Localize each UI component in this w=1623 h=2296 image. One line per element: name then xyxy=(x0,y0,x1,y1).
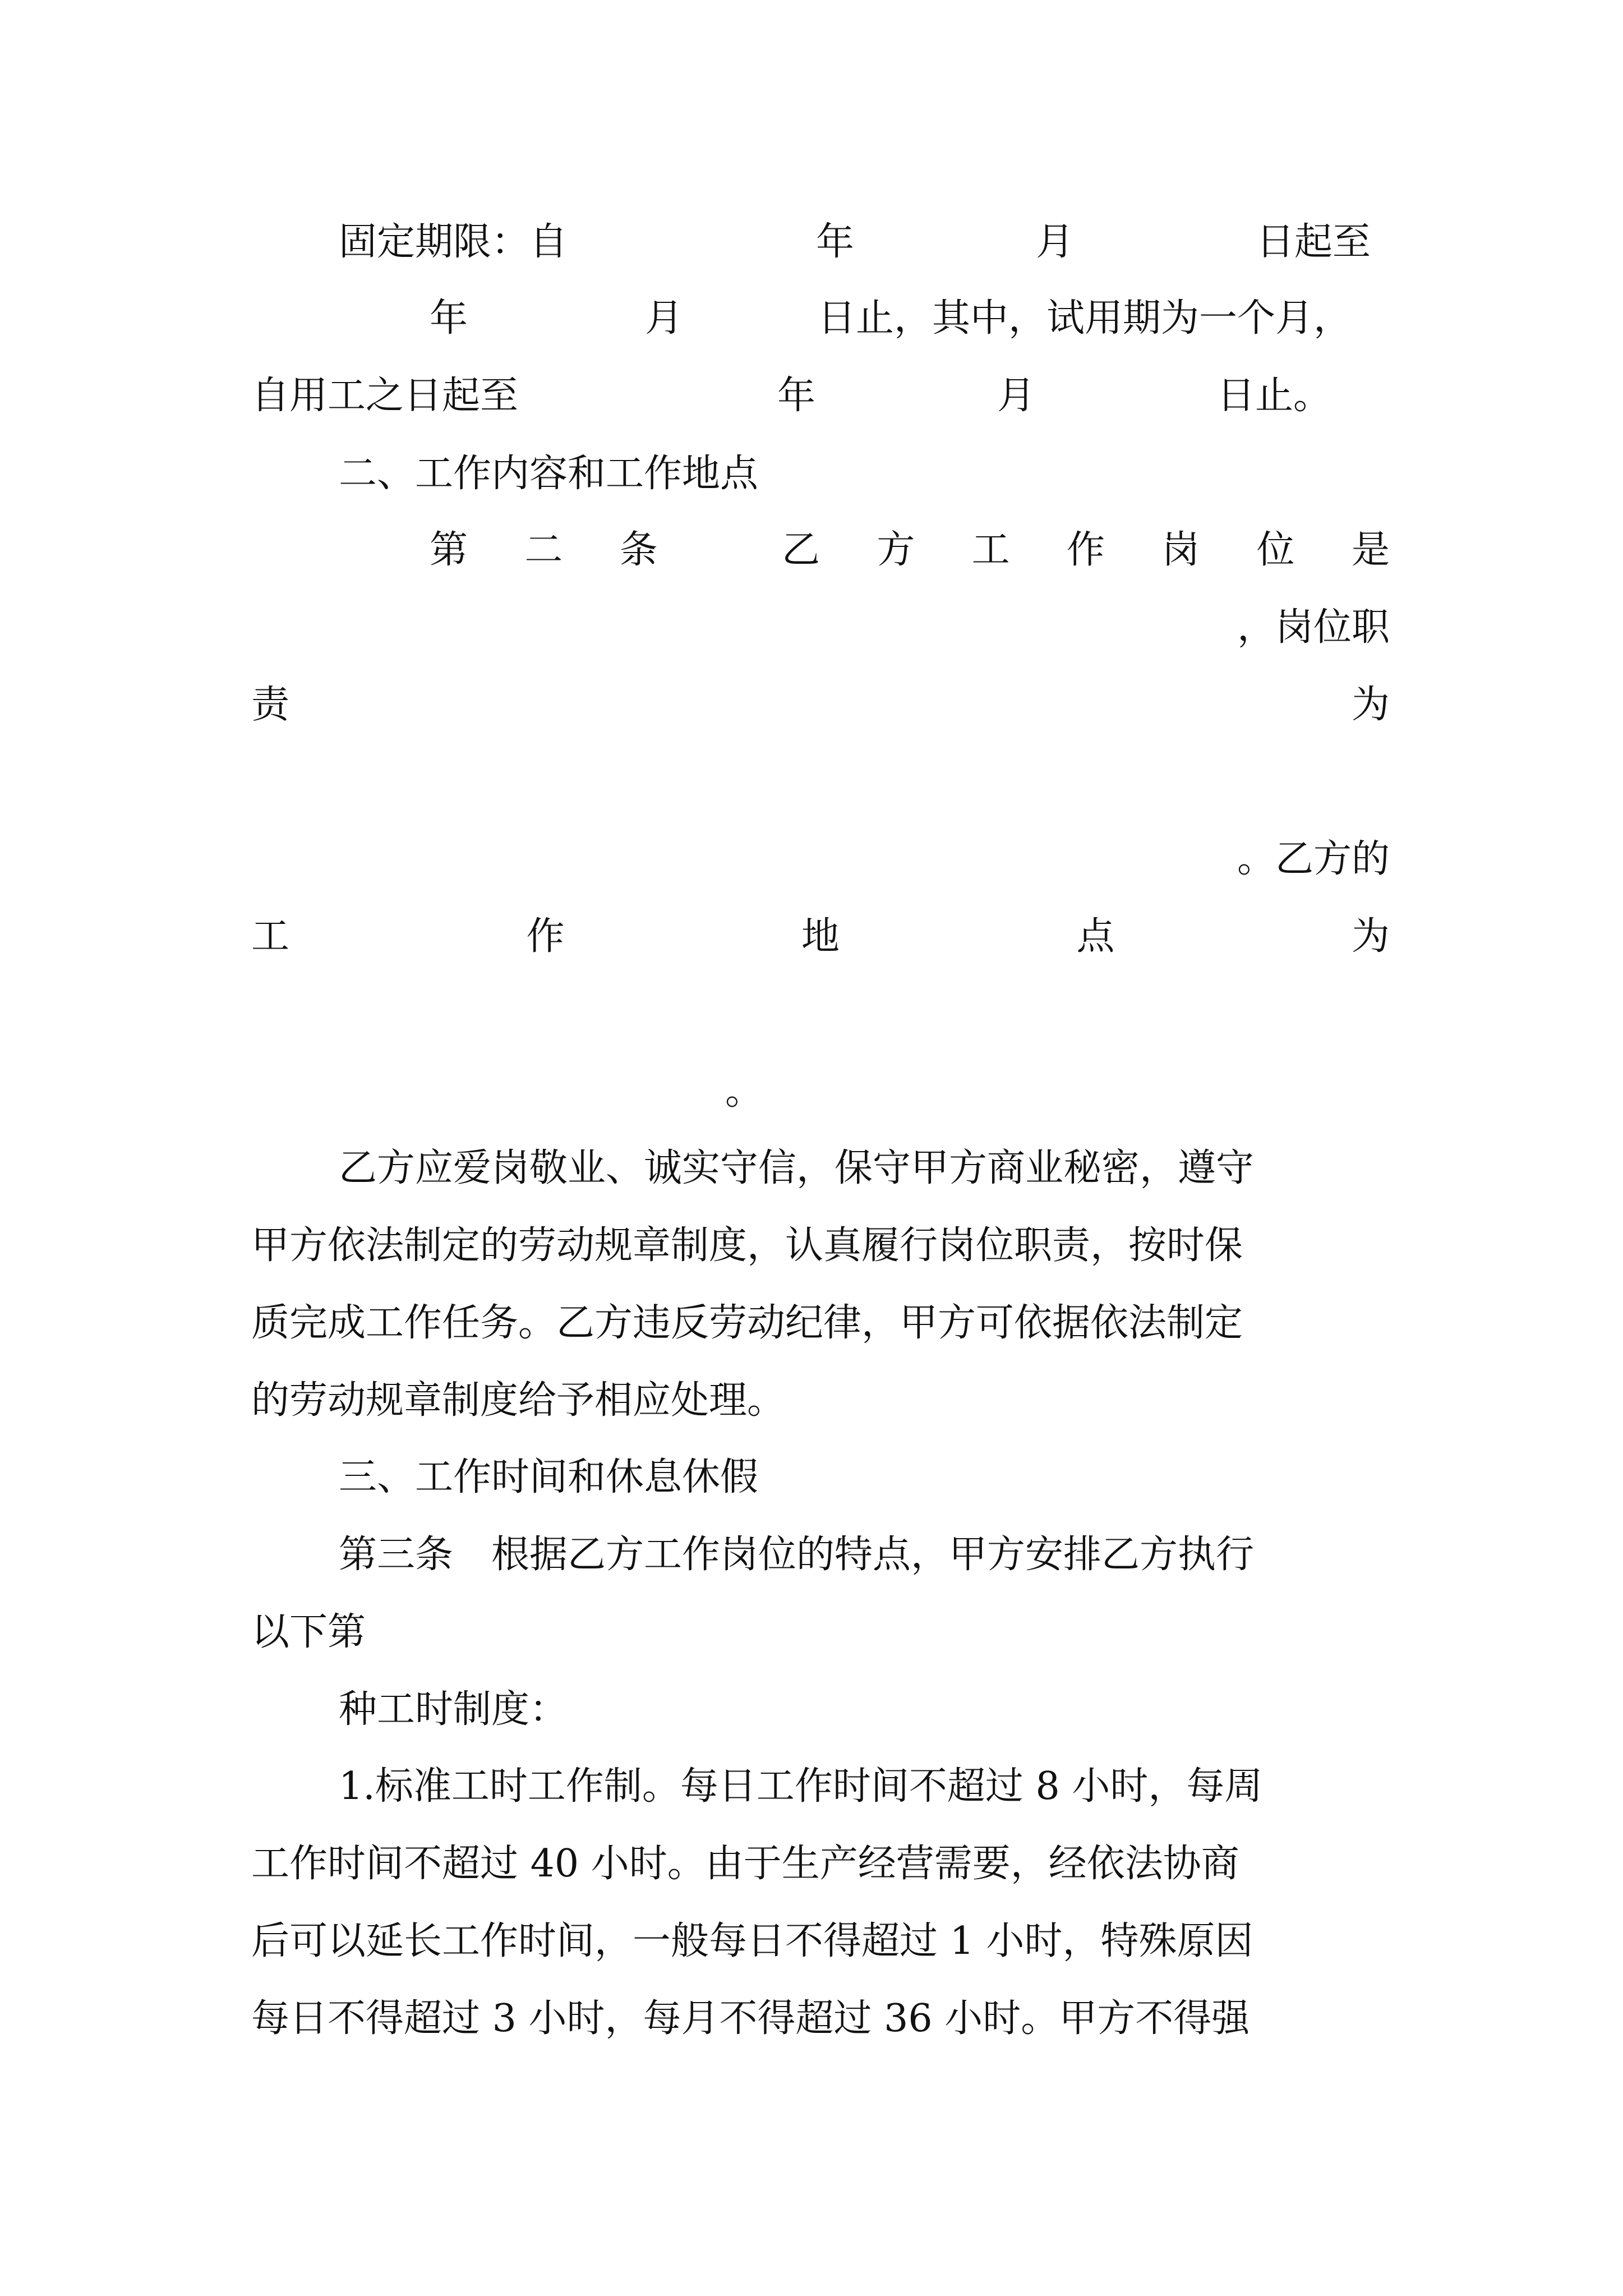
place-char: 作 xyxy=(526,914,565,959)
place-line xyxy=(251,909,1390,965)
term-year-3: 年 xyxy=(777,374,816,418)
section-3-heading: 三、工作时间和休息休假 xyxy=(339,1455,759,1499)
term-trial-from: 自用工之日起至 xyxy=(251,374,519,418)
article-3-line-1: 第三条 根据乙方工作岗位的特点，甲方安排乙方执行 xyxy=(339,1533,1255,1577)
place-char: 地 xyxy=(801,914,840,959)
standard-hours-line-4: 每日不得超过 3 小时，每月不得超过 36 小时。甲方不得强 xyxy=(251,1996,1250,2041)
article-3-line-2: 以下第 xyxy=(251,1610,366,1654)
duty-char: 责 xyxy=(251,683,290,727)
place-end-mark: 。 xyxy=(725,1069,764,1114)
art2-char: 第 xyxy=(430,528,468,572)
place-char: 为 xyxy=(1351,914,1390,959)
term-year-1: 年 xyxy=(816,220,855,264)
term-line-1 xyxy=(339,214,1390,270)
place-end-line xyxy=(251,1064,1390,1120)
term-day-until: 日止。 xyxy=(1217,374,1332,418)
section-2-heading: 二、工作内容和工作地点 xyxy=(339,452,759,496)
art2-char: 岗 xyxy=(1161,528,1200,572)
art2-char: 工 xyxy=(971,528,1010,572)
obligation-line-2: 甲方依法制定的劳动规章制度，认真履行岗位职责，按时保 xyxy=(251,1223,1243,1268)
art2-char: 条 xyxy=(619,528,658,572)
term-label: 固定期限：自 xyxy=(339,220,568,264)
place-char: 工 xyxy=(251,914,290,959)
place-prefix-line xyxy=(251,831,1390,887)
place-prefix: 。乙方的 xyxy=(1237,837,1390,881)
art2-char: 作 xyxy=(1066,528,1105,572)
standard-hours-line-1: 1.标准工时工作制。每日工作时间不超过 8 小时，每周 xyxy=(339,1764,1263,1809)
standard-hours-line-2: 工作时间不超过 40 小时。由于生产经营需要，经依法协商 xyxy=(251,1842,1239,1886)
term-month-3: 月 xyxy=(997,374,1036,418)
term-year-2: 年 xyxy=(430,296,468,341)
duty-suffix-line xyxy=(251,600,1390,656)
art2-char: 位 xyxy=(1256,528,1295,572)
article-3-line-3: 种工时制度： xyxy=(339,1687,568,1732)
duty-line xyxy=(251,677,1390,733)
art2-char: 二 xyxy=(524,528,563,572)
obligation-line-1: 乙方应爱岗敬业、诚实守信，保守甲方商业秘密，遵守 xyxy=(339,1146,1255,1190)
standard-hours-line-3: 后可以延长工作时间，一般每日不得超过 1 小时，特殊原因 xyxy=(251,1919,1253,1963)
term-day-until-trial: 日止，其中，试用期为一个月， xyxy=(818,296,1352,341)
art2-char: 方 xyxy=(877,528,915,572)
duty-wei: 为 xyxy=(1351,683,1390,727)
obligation-line-4: 的劳动规章制度给予相应处理。 xyxy=(251,1378,786,1423)
term-month-1: 月 xyxy=(1036,220,1075,264)
term-line-2 xyxy=(251,291,1390,347)
term-month-2: 月 xyxy=(645,296,684,341)
place-char: 点 xyxy=(1076,914,1115,959)
article-2-line xyxy=(430,522,1390,578)
art2-char: 乙 xyxy=(781,528,820,572)
duty-suffix: ，岗位职 xyxy=(1237,605,1390,650)
art2-char: 是 xyxy=(1351,528,1390,572)
term-line-3 xyxy=(251,368,1390,424)
term-day-from: 日起至 xyxy=(1256,220,1371,264)
obligation-line-3: 质完成工作任务。乙方违反劳动纪律，甲方可依据依法制定 xyxy=(251,1301,1243,1345)
